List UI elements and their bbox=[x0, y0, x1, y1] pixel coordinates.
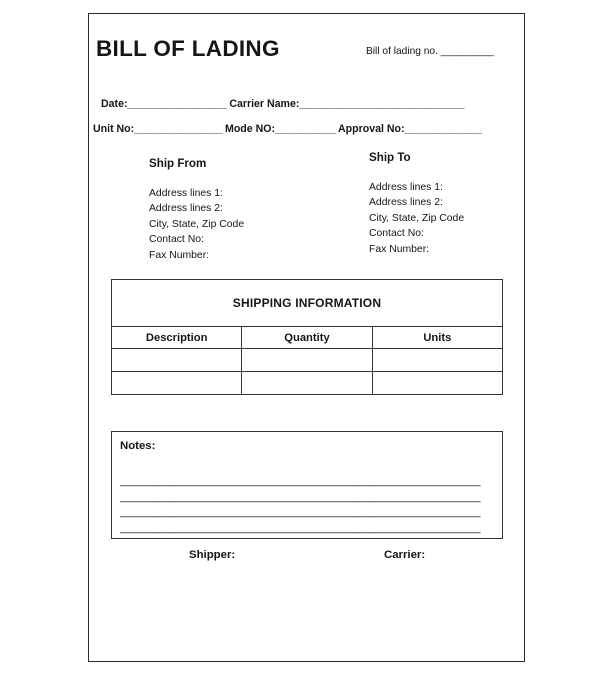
ship-to-contact-no: Contact No: bbox=[369, 228, 424, 240]
shipper-signature-label: Shipper: bbox=[189, 549, 236, 561]
carrier-name-label: Carrier Name: bbox=[229, 98, 300, 110]
carrier-name-field bbox=[229, 98, 464, 110]
ship-from-contact-no: Contact No: bbox=[149, 234, 204, 246]
bill-of-lading-number-field bbox=[366, 46, 493, 57]
cell-description[interactable] bbox=[112, 349, 242, 372]
carrier-name-blank[interactable]: ______________________________ bbox=[299, 98, 465, 110]
bill-of-lading-page bbox=[88, 13, 525, 662]
table-header-row bbox=[112, 327, 503, 349]
notes-line[interactable]: _________________________________________________________________ bbox=[120, 475, 481, 487]
approval-no-field bbox=[338, 123, 481, 135]
shipping-information-caption: SHIPPING INFORMATION bbox=[112, 280, 503, 327]
ship-from-heading: Ship From bbox=[149, 157, 207, 170]
date-label: Date: bbox=[101, 98, 128, 110]
notes-line[interactable]: _________________________________________________________________ bbox=[120, 490, 481, 503]
ship-to-heading: Ship To bbox=[369, 151, 411, 164]
ship-to-address-line-1: Address lines 1: bbox=[369, 181, 443, 193]
notes-writing-area[interactable] bbox=[120, 474, 496, 536]
unit-no-blank[interactable]: ________________ bbox=[134, 123, 223, 135]
ship-to-fax-number: Fax Number: bbox=[369, 243, 430, 255]
ship-to-address-line-2: Address lines 2: bbox=[369, 197, 443, 209]
unit-no-label: Unit No: bbox=[93, 123, 135, 135]
approval-no-blank[interactable]: ______________ bbox=[404, 123, 482, 135]
cell-quantity[interactable] bbox=[242, 349, 372, 372]
meta-row-date-carrier bbox=[101, 98, 464, 110]
column-header-quantity: Quantity bbox=[242, 327, 372, 349]
table-row bbox=[112, 349, 503, 372]
cell-quantity[interactable] bbox=[242, 372, 372, 395]
bill-of-lading-number-blank[interactable]: __________ bbox=[440, 46, 494, 57]
cell-units[interactable] bbox=[372, 372, 502, 395]
bill-of-lading-number-label: Bill of lading no. bbox=[366, 46, 438, 57]
mode-no-blank[interactable]: ___________ bbox=[275, 123, 336, 135]
notes-box bbox=[111, 431, 503, 539]
table-caption-row bbox=[112, 280, 503, 327]
approval-no-label: Approval No: bbox=[338, 123, 405, 135]
cell-units[interactable] bbox=[372, 349, 502, 372]
ship-from-block bbox=[149, 156, 244, 264]
ship-to-block bbox=[369, 150, 464, 258]
date-field bbox=[101, 98, 226, 110]
carrier-signature-label: Carrier: bbox=[384, 549, 426, 561]
ship-from-city-state-zip: City, State, Zip Code bbox=[149, 218, 245, 230]
unit-no-field bbox=[93, 123, 222, 135]
notes-line[interactable]: _________________________________________________________________ bbox=[120, 521, 481, 534]
ship-from-address-line-2: Address lines 2: bbox=[149, 203, 223, 215]
column-header-description: Description bbox=[112, 327, 242, 349]
column-header-units: Units bbox=[372, 327, 502, 349]
ship-from-address-line-1: Address lines 1: bbox=[149, 187, 223, 199]
mode-no-field bbox=[225, 123, 335, 135]
ship-to-city-state-zip: City, State, Zip Code bbox=[369, 212, 465, 224]
cell-description[interactable] bbox=[112, 372, 242, 395]
date-blank[interactable]: __________________ bbox=[127, 98, 227, 110]
notes-line[interactable]: _________________________________________________________________ bbox=[120, 506, 481, 519]
page-title: BILL OF LADING bbox=[96, 36, 280, 61]
ship-from-fax-number: Fax Number: bbox=[149, 249, 210, 261]
meta-row-unit-mode-approval bbox=[93, 123, 481, 135]
shipping-information-table bbox=[111, 279, 503, 395]
table-row bbox=[112, 372, 503, 395]
mode-no-label: Mode NO: bbox=[225, 123, 276, 135]
notes-label: Notes: bbox=[120, 440, 156, 452]
